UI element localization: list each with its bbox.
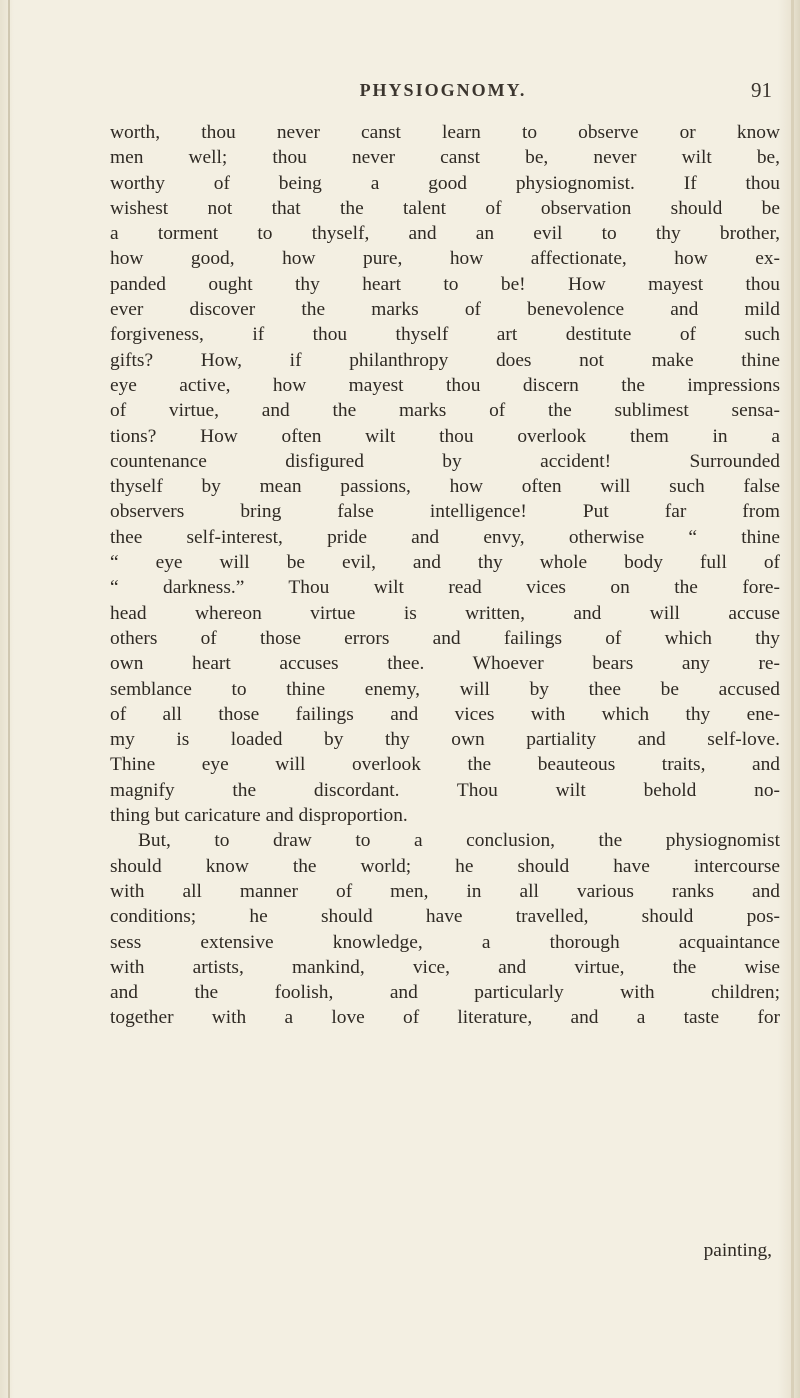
text-line: panded ought thy heart to be! How mayest thou bbox=[110, 273, 780, 295]
text-line: countenance disfigured by accident! Surrounded bbox=[110, 450, 780, 472]
text-line: men well; thou never canst be, never wilt be, bbox=[110, 147, 780, 169]
page-gutter-edge bbox=[8, 0, 10, 1398]
text-line: worth, thou never canst learn to observe or know bbox=[110, 122, 780, 143]
text-line: wishest not that the talent of observation should be bbox=[110, 197, 780, 219]
text-line: thee self-interest, pride and envy, otherwise “ thine bbox=[110, 526, 780, 548]
text-line: tions? How often wilt thou overlook them in a bbox=[110, 425, 780, 447]
text-line: worthy of being a good physiognomist. If thou bbox=[110, 172, 780, 194]
text-line: together with a love of literature, and a taste for bbox=[110, 1007, 780, 1029]
text-line: conditions; he should have travelled, should pos- bbox=[110, 906, 780, 928]
text-line: eye active, how mayest thou discern the impressions bbox=[110, 374, 780, 396]
page-number: 91 bbox=[751, 78, 772, 102]
text-line: observers bring false intelligence! Put far from bbox=[110, 501, 780, 523]
paragraph-end-line: thing but caricature and disproportion. bbox=[110, 805, 408, 827]
text-line: ever discover the marks of benevolence and mild bbox=[110, 299, 780, 321]
running-head: PHYSIOGNOMY. bbox=[359, 80, 527, 100]
text-line: semblance to thine enemy, will by thee be accused bbox=[110, 678, 780, 700]
text-line: should know the world; he should have intercourse bbox=[110, 855, 780, 877]
text-line: of all those failings and vices with which thy ene- bbox=[110, 703, 780, 725]
text-line: head whereon virtue is written, and will accuse bbox=[110, 602, 780, 624]
text-line: others of those errors and failings of which thy bbox=[110, 627, 780, 649]
text-line: a torment to thyself, and an evil to thy brother, bbox=[110, 223, 780, 245]
text-line: “ eye will be evil, and thy whole body full of bbox=[110, 552, 780, 574]
text-line: with all manner of men, in all various ranks and bbox=[110, 880, 780, 902]
text-line: my is loaded by thy own partiality and self-love. bbox=[110, 729, 780, 751]
text-line: with artists, mankind, vice, and virtue, the wise bbox=[110, 956, 780, 978]
page-header bbox=[108, 78, 778, 110]
text-line: of virtue, and the marks of the sublimest sensa- bbox=[110, 400, 780, 422]
text-line: how good, how pure, how affectionate, how ex- bbox=[110, 248, 780, 270]
text-line: sess extensive knowledge, a thorough acquaintance bbox=[110, 931, 780, 953]
catchword: painting, bbox=[703, 1240, 772, 1261]
text-line: Thine eye will overlook the beauteous traits, and bbox=[110, 754, 780, 776]
text-line: gifts? How, if philanthropy does not make thine bbox=[110, 349, 780, 371]
page-outer-edge bbox=[791, 0, 794, 1398]
text-line: magnify the discordant. Thou wilt behold no- bbox=[110, 779, 780, 801]
text-line: own heart accuses thee. Whoever bears any re- bbox=[110, 653, 780, 675]
text-line: “ darkness.” Thou wilt read vices on the fore- bbox=[110, 577, 780, 599]
text-line: forgiveness, if thou thyself art destitute of such bbox=[110, 324, 780, 346]
body-text bbox=[110, 120, 780, 1031]
text-line: thyself by mean passions, how often will such false bbox=[110, 476, 780, 498]
paragraph-start-line: But, to draw to a conclusion, the physiognomist bbox=[138, 830, 780, 852]
text-line: and the foolish, and particularly with children; bbox=[110, 982, 780, 1004]
